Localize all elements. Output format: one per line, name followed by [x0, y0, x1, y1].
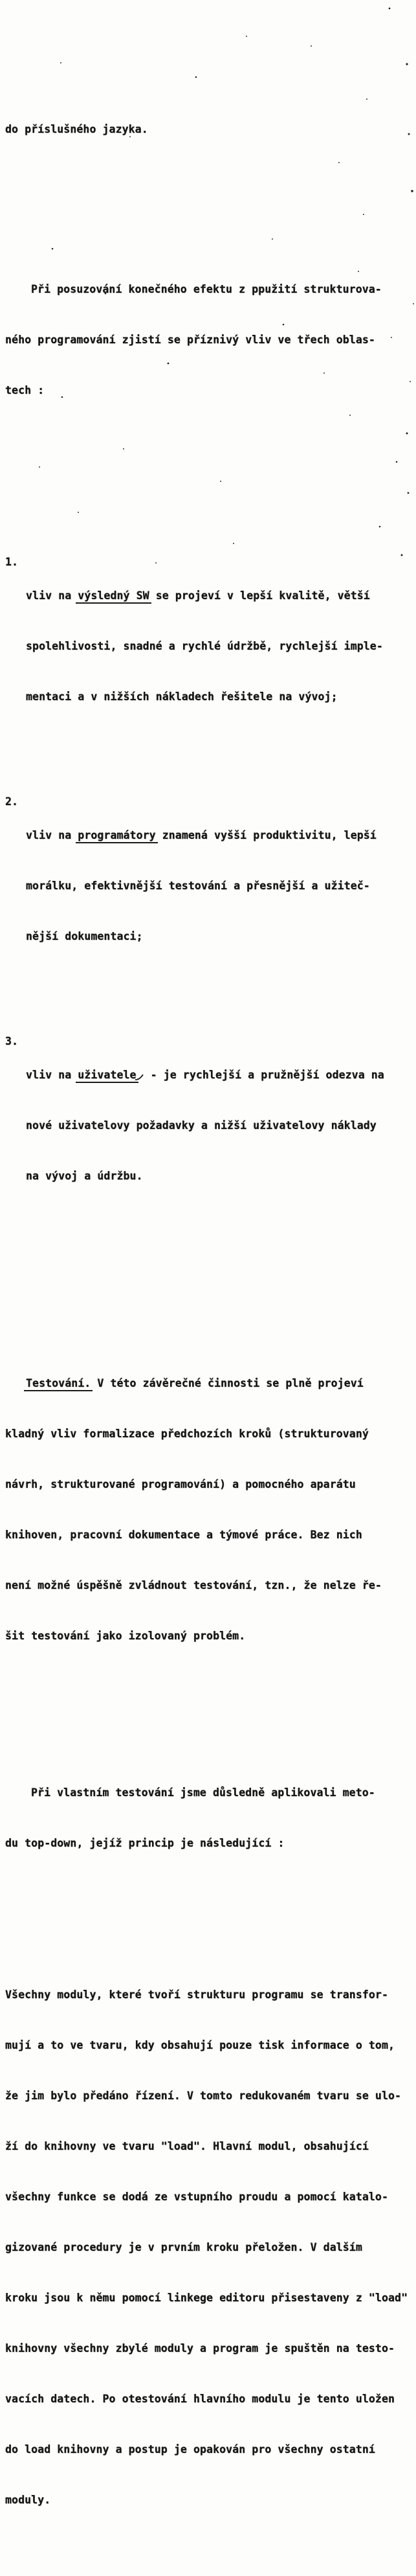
text-line: všechny funkce se dodá ze vstupního proudu a pomocí katalo-	[5, 2191, 388, 2203]
list-item-body	[26, 1033, 412, 1218]
text-line: že jim bylo předáno řízení. V tomto redukovaném tvaru se ulo-	[5, 2090, 402, 2102]
text-line: gizované procedury je v prvním kroku přeložen. V dalším	[5, 2241, 362, 2253]
text-line: spolehlivosti, snadné a rychlé údržbě, rychlejší imple-	[26, 640, 383, 652]
text-line	[26, 1067, 412, 1084]
text-line: ží do knihovny ve tvaru "load". Hlavní modul, obsahující	[5, 2140, 369, 2152]
text-line: knihoven, pracovní dokumentace a týmové práce. Bez nich	[5, 1529, 362, 1541]
text-line: morálku, efektivnější testování a přesnější a užiteč-	[26, 880, 370, 892]
text-run: znamená vyšší produktivitu, lepší	[155, 829, 377, 841]
text-line: nové uživatelovy požadavky a nižší uživatelovy náklady	[26, 1119, 377, 1132]
text-line: do příslušného jazyka.	[5, 123, 148, 135]
list-item-3	[5, 1033, 412, 1218]
text-run: vliv na	[26, 589, 78, 602]
text-run: - je rychlejší a pružnější odezva na	[144, 1069, 384, 1081]
text-run: vliv na	[26, 1069, 78, 1081]
paragraph-intro	[5, 247, 412, 433]
text-line: není možné úspěšně zvládnout testování, tzn., že nelze ře-	[5, 1579, 382, 1591]
underlined-phrase: Testování.	[24, 1377, 93, 1391]
text-line: nější dokumentaci;	[26, 930, 143, 942]
list-number: 2.	[5, 795, 19, 808]
text-line	[26, 827, 412, 844]
text-line	[5, 1375, 412, 1392]
text-line: do load knihovny a postup je opakován pro všechny ostatní	[5, 2443, 375, 2456]
list-number: 3.	[5, 1035, 19, 1047]
text-line: moduly.	[5, 2494, 51, 2506]
underlined-phrase: výsledný SW	[76, 589, 151, 604]
text-line: tech :	[5, 384, 45, 396]
list-item-2	[5, 793, 412, 979]
text-line: návrh, strukturované programování) a pomocného aparátu	[5, 1478, 356, 1490]
text-line: du top-down, jejíž princip je následující :	[5, 1837, 285, 1849]
underlined-phrase: uživatele	[76, 1069, 138, 1083]
text-line: na vývoj a údržbu.	[26, 1170, 143, 1182]
text-line: knihovny všechny zbylé moduly a program je spuštěn na testo-	[5, 2342, 395, 2354]
text-line: kladný vliv formalizace předchozích kroků (strukturovaný	[5, 1428, 369, 1440]
text-line: mentaci a v nižších nákladech řešitele na vývoj;	[26, 690, 338, 703]
paragraph-topdown	[5, 1751, 412, 1886]
paragraph-testovani	[5, 1341, 412, 1678]
underlined-phrase: programátory	[76, 829, 157, 843]
text-line: vacích datech. Po otestování hlavního modulu je tento uložen	[5, 2393, 395, 2405]
text-run: vliv na	[26, 829, 78, 841]
text-line: Při vlastním testování jsme důsledně aplikovali meto-	[31, 1786, 375, 1799]
numbered-list	[5, 503, 412, 1269]
list-item-body	[26, 793, 412, 979]
paragraph-procedure	[5, 1953, 412, 2542]
scan-noise-specks	[0, 0, 1, 1]
underline-swoosh	[135, 1073, 144, 1081]
text-line: Při posuzování konečného efektu z ppužití strukturova-	[31, 283, 382, 295]
text-line: kroku jsou k němu pomocí linkege editoru přisestaveny z "load"	[5, 2292, 408, 2304]
text-run: V této závěrečné činnosti se plně projeví	[91, 1377, 364, 1389]
list-item-body	[26, 554, 412, 739]
text-line: mují a to ve tvaru, kdy obsahují pouze tisk informace o tom,	[5, 2039, 395, 2051]
text-line	[26, 587, 412, 604]
text-line: šit testování jako izolovaný problém.	[5, 1630, 246, 1642]
text-run: se projeví v lepší kvalitě, větší	[149, 589, 370, 602]
paragraph-carryover	[5, 87, 412, 172]
list-item-1	[5, 554, 412, 739]
text-line: ného programování zjistí se příznivý vliv ve třech oblas-	[5, 334, 375, 346]
list-number: 1.	[5, 556, 19, 568]
text-line: Všechny moduly, které tvoří strukturu programu se transfor-	[5, 1989, 388, 2001]
